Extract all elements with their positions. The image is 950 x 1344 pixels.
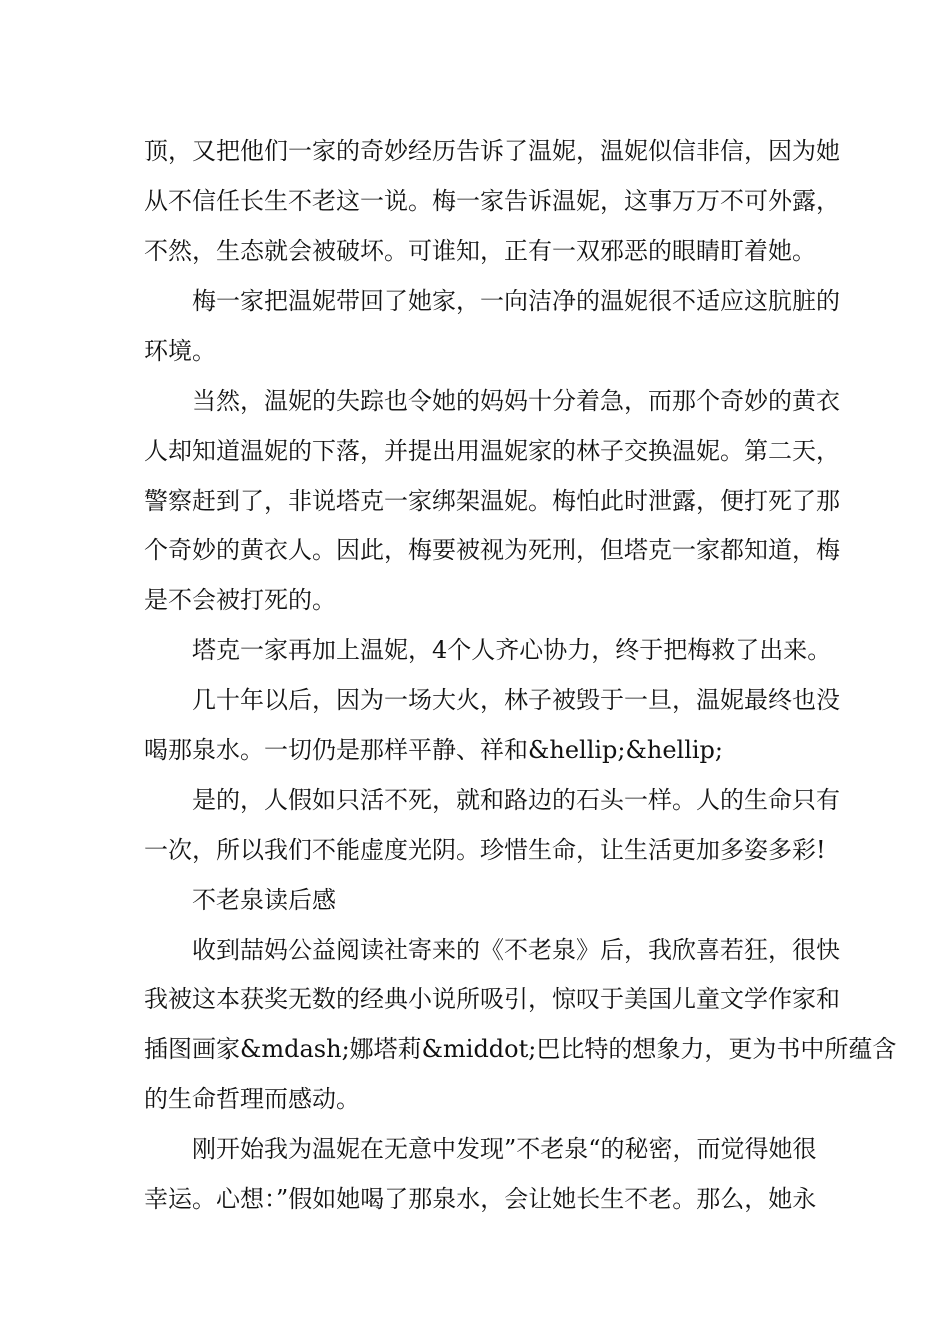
text-line: 人却知道温妮的下落，并提出用温妮家的林子交换温妮。第二天，	[144, 437, 840, 465]
text-line: 几十年以后，因为一场大火，林子被毁于一旦，温妮最终也没	[192, 686, 840, 714]
text-line: 刚开始我为温妮在无意中发现”不老泉“的秘密，而觉得她很	[192, 1135, 817, 1163]
text-line: 喝那泉水。一切仍是那样平静、祥和&hellip;&hellip;	[144, 736, 723, 764]
section-heading: 不老泉读后感	[192, 886, 336, 914]
text-line: 顶，又把他们一家的奇妙经历告诉了温妮，温妮似信非信，因为她	[144, 137, 840, 165]
text-line: 是的，人假如只活不死，就和路边的石头一样。人的生命只有	[192, 786, 840, 814]
text-line: 个奇妙的黄衣人。因此，梅要被视为死刑，但塔克一家都知道，梅	[144, 536, 840, 564]
text-line: 一次，所以我们不能虚度光阴。珍惜生命，让生活更加多姿多彩!	[144, 836, 826, 864]
text-line: 收到喆妈公益阅读社寄来的《不老泉》后，我欣喜若狂，很快	[192, 936, 840, 964]
text-line: 从不信任长生不老这一说。梅一家告诉温妮，这事万万不可外露，	[144, 187, 840, 215]
text-line: 警察赶到了，非说塔克一家绑架温妮。梅怕此时泄露，便打死了那	[144, 487, 840, 515]
text-line: 幸运。心想：”假如她喝了那泉水，会让她长生不老。那么，她永	[144, 1185, 817, 1213]
text-line: 不然，生态就会被破坏。可谁知，正有一双邪恶的眼睛盯着她。	[144, 237, 816, 265]
text-line: 梅一家把温妮带回了她家，一向洁净的温妮很不适应这肮脏的	[192, 287, 840, 315]
text-line: 是不会被打死的。	[144, 586, 336, 614]
text-line: 环境。	[144, 337, 216, 365]
text-line: 插图画家&mdash;娜塔莉&middot;巴比特的想象力，更为书中所蕴含	[144, 1035, 897, 1063]
text-line: 我被这本获奖无数的经典小说所吸引，惊叹于美国儿童文学作家和	[144, 985, 840, 1013]
text-line: 的生命哲理而感动。	[144, 1085, 360, 1113]
text-line: 当然，温妮的失踪也令她的妈妈十分着急，而那个奇妙的黄衣	[192, 387, 840, 415]
text-line: 塔克一家再加上温妮，4个人齐心协力，终于把梅救了出来。	[192, 636, 832, 664]
